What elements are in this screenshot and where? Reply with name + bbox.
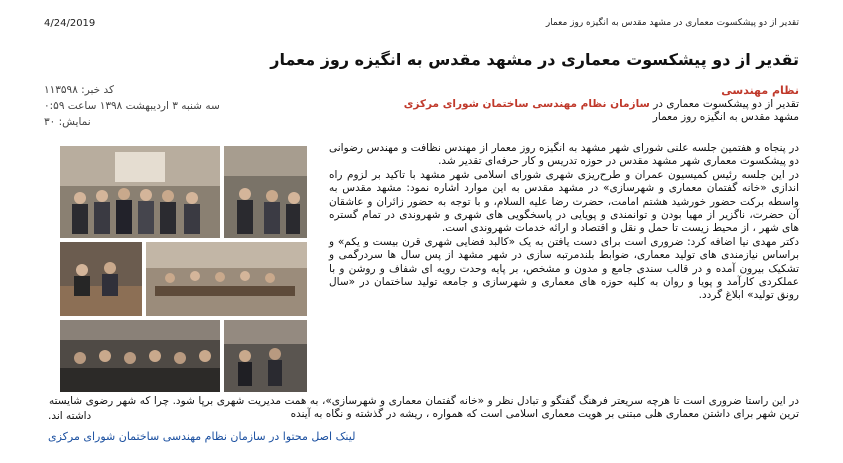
view-count: نمایش: ۳۰	[44, 116, 91, 128]
article-meta	[44, 82, 274, 130]
article-title: تقدیر از دو پیشکسوت معماری در مشهد مقدس به انگیزه روز معمار	[270, 50, 799, 69]
lead-text-continued: مشهد مقدس به انگیزه روز معمار	[652, 111, 799, 123]
article-lead	[329, 98, 799, 124]
lead-text: تقدیر از دو پیشکسوت معماری در	[653, 98, 799, 110]
original-content-link[interactable]: لینک اصل محتوا در سازمان نظام مهندسی ساختمان شورای مرکزی	[48, 430, 356, 443]
print-date: 4/24/2019	[44, 18, 96, 29]
source-tag[interactable]: نظام مهندسی	[721, 84, 799, 97]
paragraph-1: در پنجاه و هفتمین جلسه علنی شورای شهر مشهد به انگیزه روز معمار از مهندس نظافت و مهندس رضوانی دو پیشکسوت معماری شهر مشهد مقدس در حوزه تدریس و کار حرفه‌ای تقدیر شد.	[329, 142, 799, 168]
article-photo-collage	[60, 146, 307, 392]
article-tail-paragraph: در این راستا ضروری است تا هرچه سریعتر فرهنگ گفتگو و تبادل نظر و «خانه گفتمان معماری و شهرسازی»، به همت مدیریت شهری برپا شود. چرا که شهر رضوی شایسته ترین شهر برای داشتن معماری هلی مبتنی بر هویت معماری اسلامی است که همواره ، ریشه در گذشته و نگاه به آینده	[49, 395, 799, 421]
article-body	[329, 142, 799, 303]
print-page-title: تقدیر از دو پیشکسوت معماری در مشهد مقدس به انگیزه روز معمار	[545, 18, 799, 28]
paragraph-3: دکتر مهدی نیا اضافه کرد: ضروری است برای دست یافتن به یک «کالبد فضایی شهری قرن بیست و یکم» و براساس نیازمندی های تولید معماری، ضوابط بلندمرتبه سازی در شهر مشهد از پس سال ها سردرگمی و تشکیک بیرون آمده و در قالب سندی جامع و مدون و مشخص، بر پایه وحدت رویه ای شفاف و روشن و با عملکردی کارآمد و پویا و روان به کلیه حوزه های معماری و شهرسازی و جامعه تولید ساختمان در «سال رونق تولید» ابلاغ گردد.	[329, 235, 799, 302]
publish-datetime: سه شنبه ۳ اردیبهشت ۱۳۹۸ ساعت ۰:۵۹	[44, 100, 220, 112]
paragraph-2: در این جلسه رئیس کمیسیون عمران و طرح‌ریزی شهری شورای اسلامی شهر مشهد با تاکید بر لزوم راه اندازی «خانه گفتمان معماری و شهرسازی» در مشهد مقدس به این موارد اشاره نمود: مشهد مقدس به واسطه برکت حضور خورشید هشتم امامت، حضرت رضا علیه السلام، و با توجه به حضور زائران و عاشقان آن حضرت، ناگزیر از مهیا بودن و توانمندی و پویایی در پاسخگویی های شهری و شهروندی در تمام گستره های شهر ، از محیط زیست تا حمل و نقل و اقتصاد و ارائه خدمات شهروندی است.	[329, 168, 799, 235]
article-closing: داشته اند.	[48, 410, 92, 422]
news-code: کد خبر: ۱۱۳۵۹۸	[44, 84, 115, 96]
photo-collage-image	[60, 146, 307, 392]
lead-organization-link[interactable]: سازمان نظام مهندسی ساختمان شورای مرکزی	[403, 98, 650, 110]
